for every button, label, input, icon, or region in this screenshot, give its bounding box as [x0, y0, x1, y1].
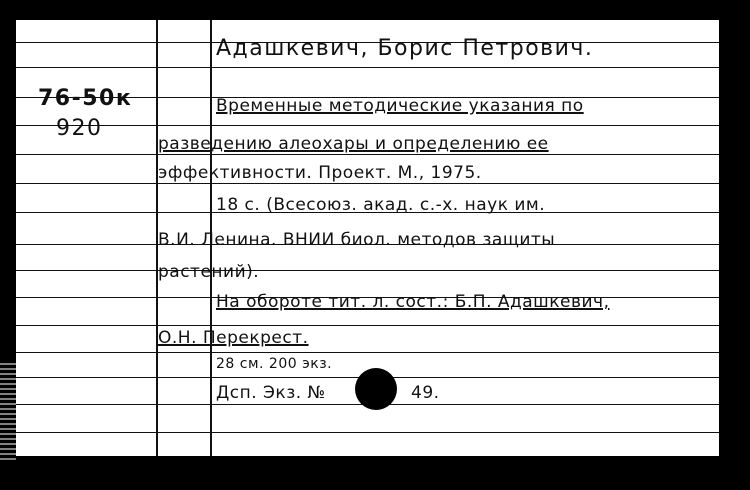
dsp-prefix: Дсп. Экз. №	[216, 383, 326, 403]
catalog-card	[16, 20, 719, 456]
ruled-line	[16, 154, 719, 155]
ruled-line	[16, 183, 719, 184]
title-line-1: Временные методические указания по	[216, 96, 584, 116]
title-line-3: эффективности. Проект. М., 1975.	[158, 163, 482, 183]
note-line-1: На обороте тит. л. сост.: Б.П. Адашкевич,	[216, 292, 610, 312]
scan-edge-noise	[0, 360, 16, 460]
ruled-line	[16, 125, 719, 126]
imprint-line-3: растений).	[158, 262, 260, 282]
ruled-line	[16, 432, 719, 433]
ruled-line	[16, 270, 719, 271]
dsp-number: 49.	[411, 383, 440, 403]
imprint-line-2: В.И. Ленина. ВНИИ биол. методов защиты	[158, 230, 556, 250]
ruled-line	[16, 325, 719, 326]
shelfmark-code: 76-50к	[38, 86, 133, 111]
imprint-line-1: 18 с. (Всесоюз. акад. с.-х. наук им.	[216, 195, 546, 215]
shelfmark-number: 920	[56, 116, 103, 141]
ruled-line	[16, 67, 719, 68]
punch-hole	[355, 368, 397, 410]
title-line-2: разведению алеохары и определению ее	[158, 134, 549, 154]
note-line-2: О.Н. Перекрест.	[158, 328, 309, 348]
format-line: 28 см. 200 экз.	[216, 356, 333, 372]
author-heading: Адашкевич, Борис Петрович.	[216, 36, 594, 61]
ruled-line	[16, 352, 719, 353]
